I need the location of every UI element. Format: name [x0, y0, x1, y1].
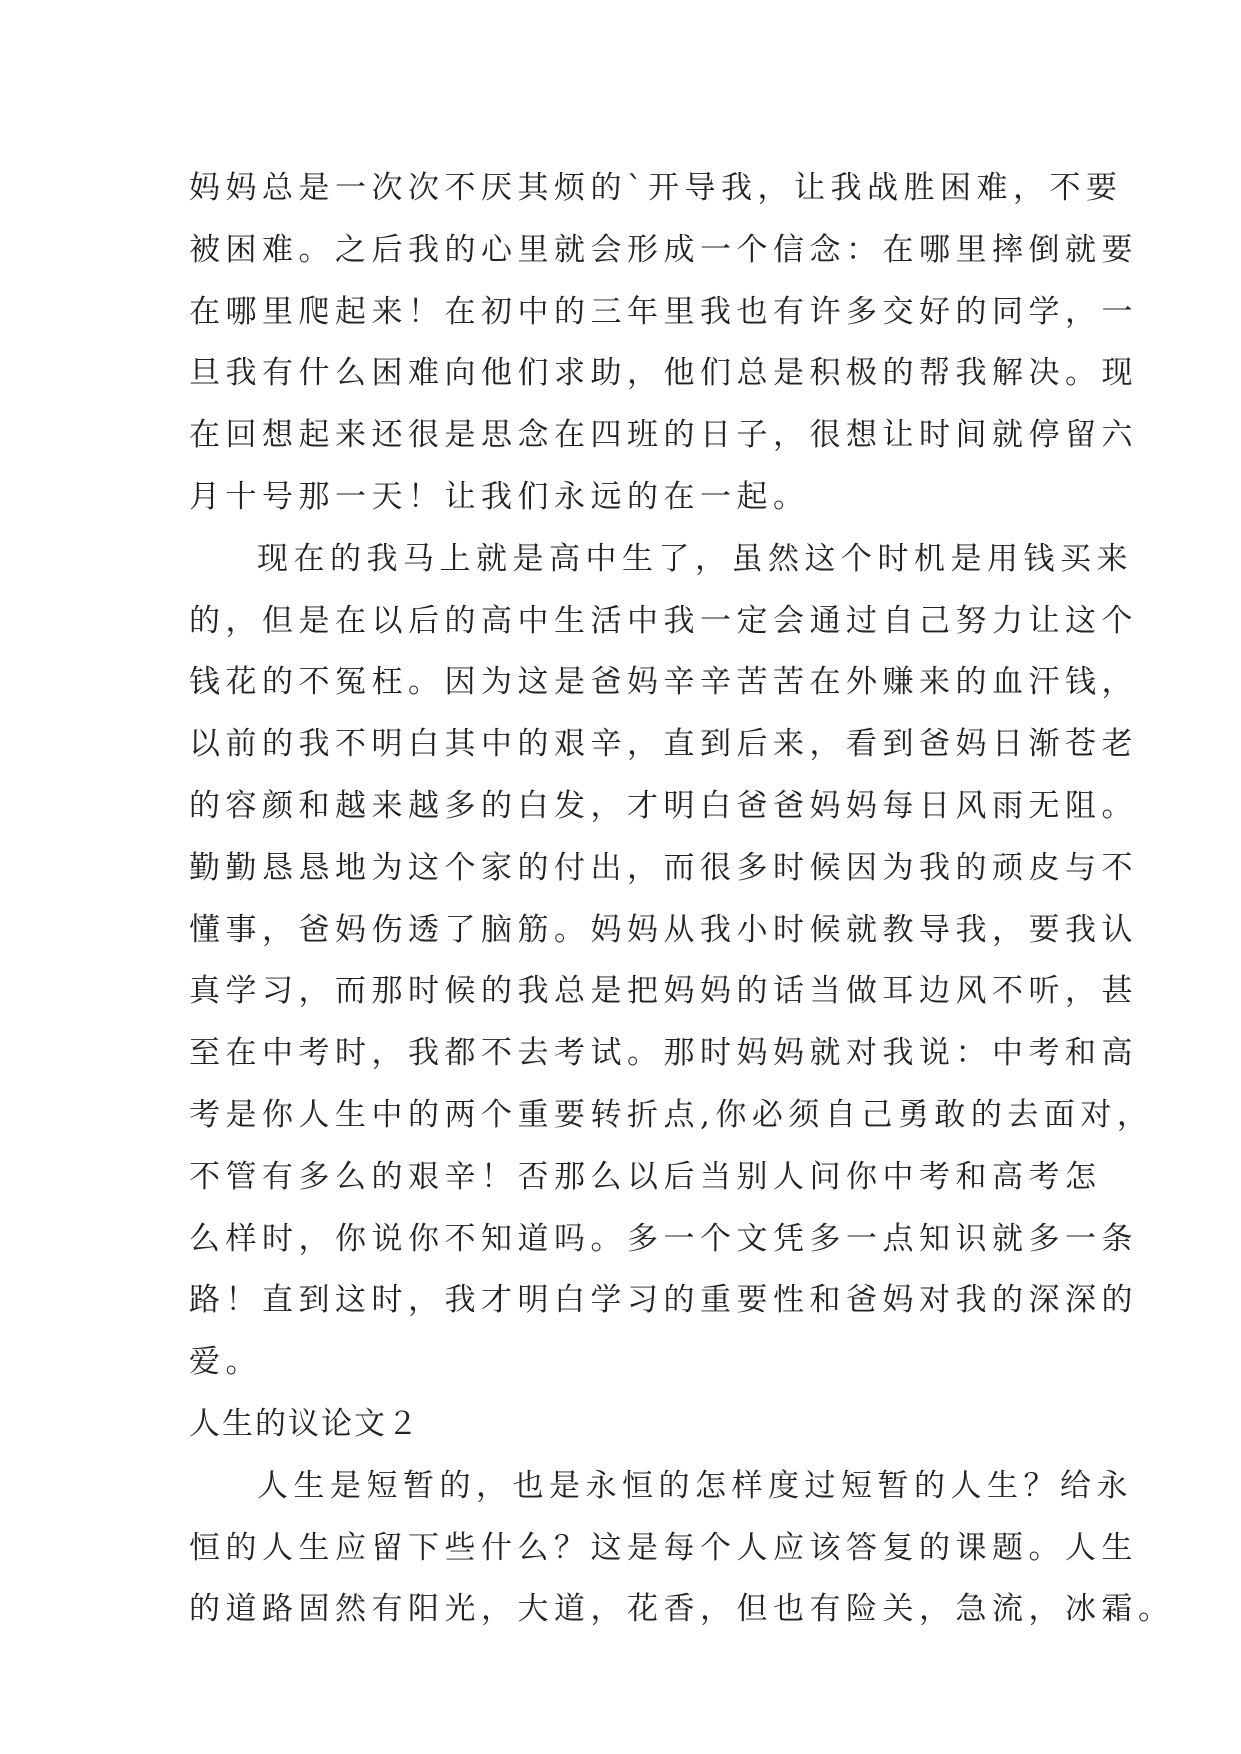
text-line: 钱花的不冤枉。因为这是爸妈辛辛苦苦在外赚来的血汗钱，: [189, 664, 1138, 701]
text-line: 么样时，你说你不知道吗。多一个文凭多一点知识就多一条: [189, 1220, 1138, 1257]
text-line: 懂事，爸妈伤透了脑筋。妈妈从我小时候就教导我，要我认: [189, 911, 1138, 948]
text-line: 的容颜和越来越多的白发，才明白爸爸妈妈每日风雨无阻。: [189, 787, 1138, 824]
text-line: 月十号那一天！让我们永远的在一起。: [189, 478, 810, 515]
text-line: 不管有多么的艰辛！否那么以后当别人问你中考和高考怎: [189, 1158, 1102, 1195]
text-line: 以前的我不明白其中的艰辛，直到后来，看到爸妈日渐苍老: [189, 726, 1138, 763]
document-body: [189, 158, 1175, 1641]
text-line: 妈妈总是一次次不厌其烦的`开导我，让我战胜困难，不要: [189, 170, 1123, 206]
text-line: 考是你人生中的两个重要转折点,你必须自己勇敢的去面对，: [189, 1096, 1154, 1133]
paragraph-first-line: 现在的我马上就是高中生了，虽然这个时机是用钱买来: [257, 540, 1133, 577]
text-line: 在哪里爬起来！在初中的三年里我也有许多交好的同学，一: [189, 293, 1138, 330]
text-line: 爱。: [189, 1344, 262, 1381]
text-line: 路！直到这时，我才明白学习的重要性和爸妈对我的深深的: [189, 1282, 1138, 1319]
text-line: 至在中考时，我都不去考试。那时妈妈就对我说：中考和高: [189, 1035, 1138, 1072]
section-heading: 人生的议论文２: [189, 1405, 420, 1442]
text-line: 勤勤恳恳地为这个家的付出，而很多时候因为我的顽皮与不: [189, 849, 1138, 886]
text-line: 的，但是在以后的高中生活中我一定会通过自己努力让这个: [189, 602, 1138, 639]
paragraph-first-line: 人生是短暂的，也是永恒的怎样度过短暂的人生？给永: [257, 1467, 1133, 1504]
text-line: 被困难。之后我的心里就会形成一个信念：在哪里摔倒就要: [189, 231, 1138, 268]
text-line: 真学习，而那时候的我总是把妈妈的话当做耳边风不听，甚: [189, 973, 1138, 1010]
text-line: 旦我有什么困难向他们求助，他们总是积极的帮我解决。现: [189, 355, 1138, 392]
text-line: 恒的人生应留下些什么？这是每个人应该答复的课题。人生: [189, 1529, 1138, 1566]
text-line: 的道路固然有阳光，大道，花香，但也有险关，急流，冰霜。: [189, 1591, 1175, 1628]
text-line: 在回想起来还很是思念在四班的日子，很想让时间就停留六: [189, 417, 1138, 454]
